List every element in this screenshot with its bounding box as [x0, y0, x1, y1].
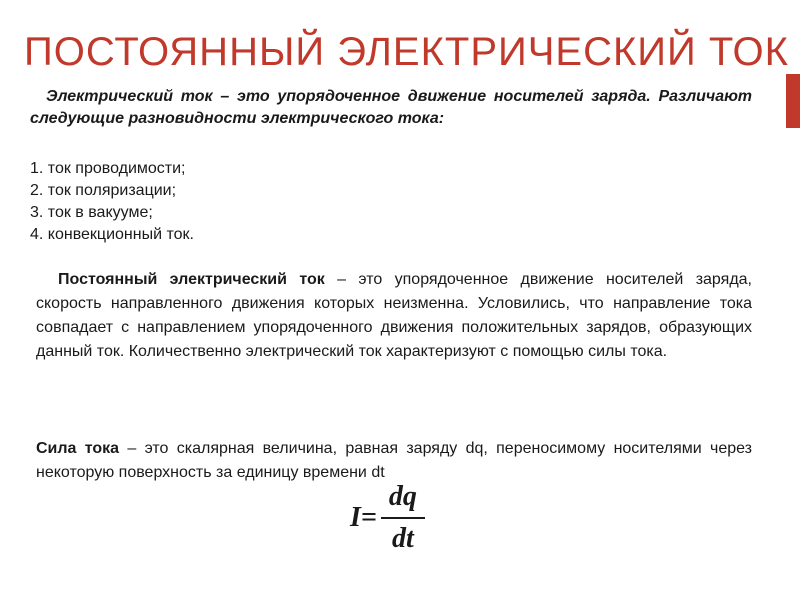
intro-paragraph: Электрический ток – это упорядоченное движение носителей заряда. Различают следующие разновидности электрического тока: — [30, 88, 752, 127]
slide-title: ПОСТОЯННЫЙ ЭЛЕКТРИЧЕСКИЙ ТОК — [24, 30, 789, 74]
formula-denominator: dt — [391, 523, 414, 554]
formula-lhs: I= — [350, 502, 377, 533]
strength-text: – это скалярная величина, равная заряду dq, переносимому носителями через некоторую поверхность за единицу времени dt — [36, 440, 753, 481]
definition-term: Постоянный электрический ток — [58, 271, 325, 288]
strength-term: Сила тока — [36, 440, 120, 457]
list-item: 3. ток в вакууме; — [30, 204, 153, 221]
accent-bar — [786, 74, 800, 128]
fraction-line — [381, 517, 425, 519]
formula-fraction — [381, 479, 425, 557]
definition-text: – это упорядоченное движение носителей заряда, скорость направленного движения которых неизменна. Условились, что направление тока совпадает с направлением упорядоченного движения положительных зарядов, образующих данный ток. Количественно электрический ток характеризуют с помощью силы тока. — [36, 271, 752, 360]
direct-current-definition — [36, 268, 752, 364]
current-types-list — [30, 158, 530, 246]
formula-numerator: dq — [388, 481, 417, 512]
current-formula — [350, 478, 425, 558]
list-item: 4. конвекционный ток. — [30, 226, 194, 243]
list-item: 1. ток проводимости; — [30, 160, 186, 177]
list-item: 2. ток поляризации; — [30, 182, 177, 199]
